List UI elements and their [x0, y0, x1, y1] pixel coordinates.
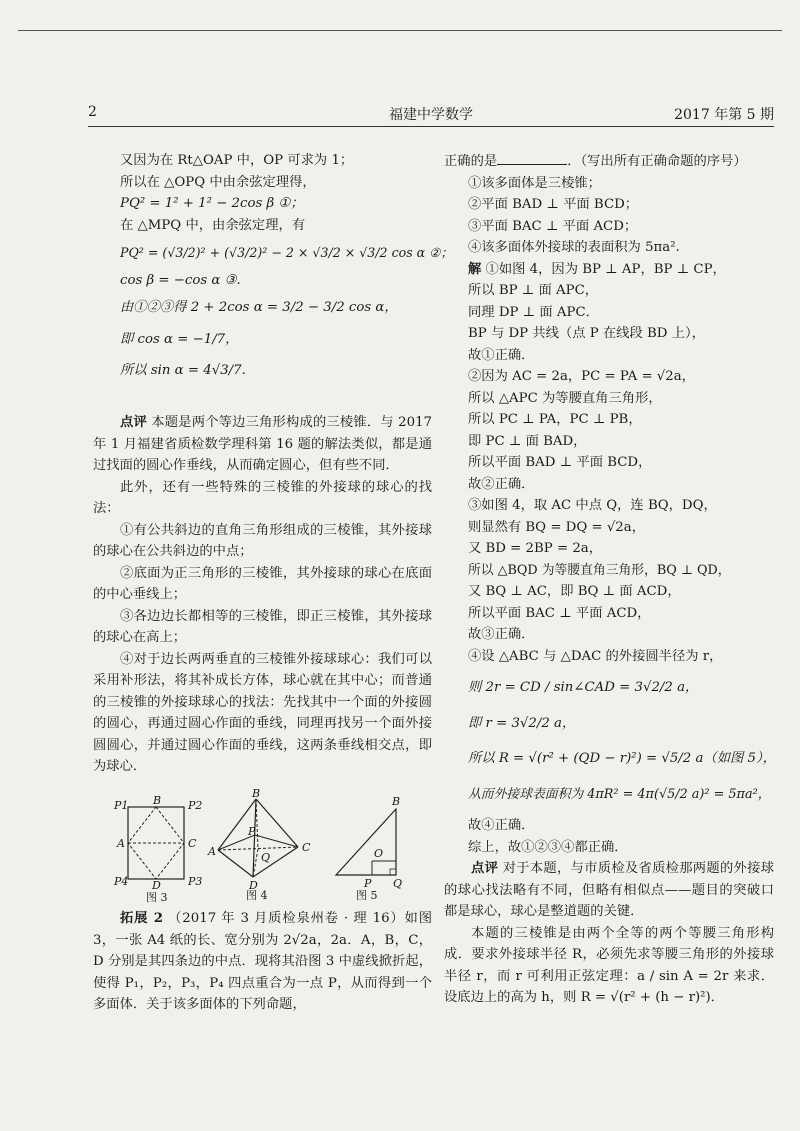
fig4-dashed-edge [256, 799, 258, 849]
fig4-label: P [248, 825, 256, 838]
text-line: 故④正确． [468, 818, 535, 833]
list-item: ①有公共斜边的直角三角形组成的三棱锥，其外接球的球心在公共斜边的中点； [93, 522, 432, 559]
proposition: ②平面 BAD ⊥ 平面 BCD； [468, 197, 639, 212]
figure-3 [113, 794, 202, 904]
question-prompt: 正确的是 [444, 154, 498, 169]
fig4-label: B [252, 787, 261, 800]
text-line: 所以 PC ⊥ PA，PC ⊥ PB， [468, 412, 642, 427]
fig3-label: D [152, 879, 161, 892]
list-item: ③各边边长都相等的三棱锥，即正三棱锥，其外接球的球心在高上； [93, 608, 432, 645]
fig5-caption: 图 5 [356, 889, 378, 902]
text-line: 所以 △APC 为等腰直角三角形， [468, 390, 662, 406]
journal-title: 福建中学数学 [389, 107, 473, 123]
extension-text: （2017 年 3 月质检泉州卷 · 理 16）如图 3，一张 A4 纸的长、宽分别为 2√2a，2a．A，B，C，D 分别是其四条边的中点．现将其沿图 3 中虚线掀折起，使得 P₁，P₂，P₃，P₄ 四点重合为一点 P，从而得到一个多面体．关于该多面体的下列命题， [93, 911, 432, 1012]
list-item: ④对于边长两两垂直的三棱锥外接球球心：我们可以采用补形法，将其补成长方体，球心就在其中心；而普通的三棱锥的外接球球心的找法：先找其中一个面的外接圆的圆心，再通过圆心作面的垂线，同理再找另一个面外接圆圆心，并通过圆心作面的垂线，这两条垂线相交点，即为球心． [93, 651, 432, 774]
fig3-label: P3 [188, 875, 203, 888]
equation: PQ² = 1² + 1² − 2cos β ①； [120, 196, 304, 211]
fig4-edge [253, 847, 298, 877]
fig3-label: P2 [188, 799, 203, 812]
left-column-body [93, 412, 432, 778]
text-line: 故②正确． [468, 476, 535, 492]
text-line: 则显然有 BQ = DQ = √2a， [468, 519, 645, 535]
list-item: ②底面为正三角形的三棱锥，其外接球的球心在底面的中心垂线上； [93, 565, 432, 602]
question-instruction: ．（写出所有正确命题的序号） [567, 154, 747, 169]
proposition: ③平面 BAC ⊥ 平面 ACD； [468, 218, 638, 234]
equation: cos β = −cos α ③. [120, 272, 241, 288]
text-line: 同理 DP ⊥ 面 APC． [468, 304, 599, 320]
fig5-right-angle [390, 869, 396, 875]
text-line: ④设 △ABC 与 △DAC 的外接圆半径为 r， [468, 648, 723, 664]
fig5-triangle [336, 809, 396, 875]
page-header [88, 104, 774, 126]
equation: 则 2r = CD / sin∠CAD = 3√2/2 a， [468, 680, 699, 695]
fig3-label: P4 [114, 875, 129, 888]
proposition: ④该多面体外接球的表面积为 5πa². [468, 240, 680, 255]
page-number: 2 [88, 104, 97, 120]
text-line: 所以 BP ⊥ 面 APC， [468, 283, 599, 298]
fig5-label: P [364, 877, 372, 890]
review-text: 对于本题，与市质检及省质检那两题的外接球的球心找法略有不同，但略有相似点——题目的突破口都是球心，球心是整道题的关键． [444, 861, 775, 919]
equation: 所以 sin α = 4√3/7. [120, 363, 246, 378]
right-column [444, 150, 774, 1009]
text-line: 所以平面 BAC ⊥ 平面 ACD， [468, 605, 651, 621]
fig4-label: A [208, 845, 216, 858]
text-line: 即 PC ⊥ 面 BAD， [468, 433, 587, 449]
fig3-label: B [153, 794, 162, 807]
extension-paragraph [93, 908, 432, 1016]
text-line: 所以 △BQD 为等腰直角三角形，BQ ⊥ QD， [468, 562, 731, 578]
fig4-label: D [249, 879, 258, 892]
review-label: 点评 [120, 415, 147, 430]
figure-4 [207, 787, 311, 902]
equation: 所以 R = √(r² + (QD − r)²) = √5/2 a（如图 5）， [468, 751, 776, 766]
text-line: ②因为 AC = 2a，PC = PA = √2a， [468, 369, 695, 384]
fig4-label: C [302, 841, 311, 854]
equation: 从而外接球表面积为 4πR² = 4π(√5/2 a)² = 5πa²， [468, 786, 771, 802]
solution-text: ①如图 4，因为 BP ⊥ AP，BP ⊥ CP， [485, 261, 726, 277]
review-text: 本题是两个等边三角形构成的三棱锥．与 2017 年 1 月福建省质检数学理科第 16 题的解法类似，都是通过找面的圆心作垂线，从而确定圆心，但有些不同． [93, 415, 432, 473]
fig3-caption: 图 3 [146, 891, 168, 904]
proposition: ①该多面体是三棱锥； [468, 175, 601, 191]
closing-paragraph: 本题的三棱锥是由两个全等的两个等腰三角形构成．要求外接球半径 R，必须先求等腰三角形的外接球半径 r，而 r 可利用正弦定理：a / sin A = 2r 来求．设底边上的高为 h，则 R = √(r² + (h − r)²)． [444, 925, 774, 1005]
fig5-label: B [392, 795, 401, 808]
fig4-edge [255, 835, 298, 847]
fig4-label: Q [261, 851, 271, 864]
review-paragraph [444, 858, 774, 923]
header-rule [88, 126, 774, 127]
text-line: 又因为在 Rt△OAP 中，OP 可求为 1； [120, 153, 354, 168]
top-border-line [18, 30, 782, 31]
text-line: 故①正确． [468, 347, 535, 363]
text-line: 综上，故①②③④都正确． [468, 839, 628, 855]
left-column [120, 150, 454, 390]
equation: PQ² = (√3/2)² + (√3/2)² − 2 × √3/2 × √3/2 cos α ②； [120, 245, 454, 260]
paragraph: 此外，还有一些特殊的三棱锥的外接球的球心的找法： [93, 479, 432, 516]
solution-label: 解 [468, 261, 482, 277]
fig4-edge [218, 850, 253, 877]
review-label: 点评 [471, 861, 499, 876]
answer-blank [497, 150, 567, 165]
equation: 即 cos α = −1/7， [120, 331, 239, 347]
figure-5 [336, 795, 402, 902]
text-line: 在 △MPQ 中，由余弦定理，有 [120, 217, 306, 233]
fig3-label: A [117, 837, 125, 850]
text-line: ③如图 4，取 AC 中点 Q，连 BQ，DQ， [468, 498, 717, 513]
fig3-label: P1 [114, 799, 129, 812]
extension-label: 拓展 2 [120, 911, 164, 926]
equation: 即 r = 3√2/2 a， [468, 715, 576, 731]
fig5-label: Q [393, 877, 403, 890]
text-line: 故③正确． [468, 627, 535, 642]
fig5-label: O [374, 847, 384, 860]
review-paragraph [93, 412, 432, 477]
equation: 由①②③得 2 + 2cos α = 3/2 − 3/2 cos α， [120, 300, 398, 315]
fig4-edge [256, 799, 298, 847]
text-line: 又 BD = 2BP = 2a， [468, 541, 603, 556]
text-line: BP 与 DP 共线（点 P 在线段 BD 上）， [468, 326, 705, 341]
fig4-caption: 图 4 [246, 889, 268, 902]
left-column-bottom [93, 908, 432, 1016]
text-line: 所以平面 BAD ⊥ 平面 BCD， [468, 455, 652, 470]
issue-label: 2017 年第 5 期 [674, 107, 774, 123]
text-line: 所以在 △OPQ 中由余弦定理得， [120, 174, 316, 190]
fig3-label: C [188, 837, 197, 850]
text-line: 又 BQ ⊥ AC，即 BQ ⊥ 面 ACD， [468, 584, 681, 599]
figures-row [108, 787, 408, 905]
text-line [444, 150, 774, 173]
solution-start [444, 259, 774, 281]
